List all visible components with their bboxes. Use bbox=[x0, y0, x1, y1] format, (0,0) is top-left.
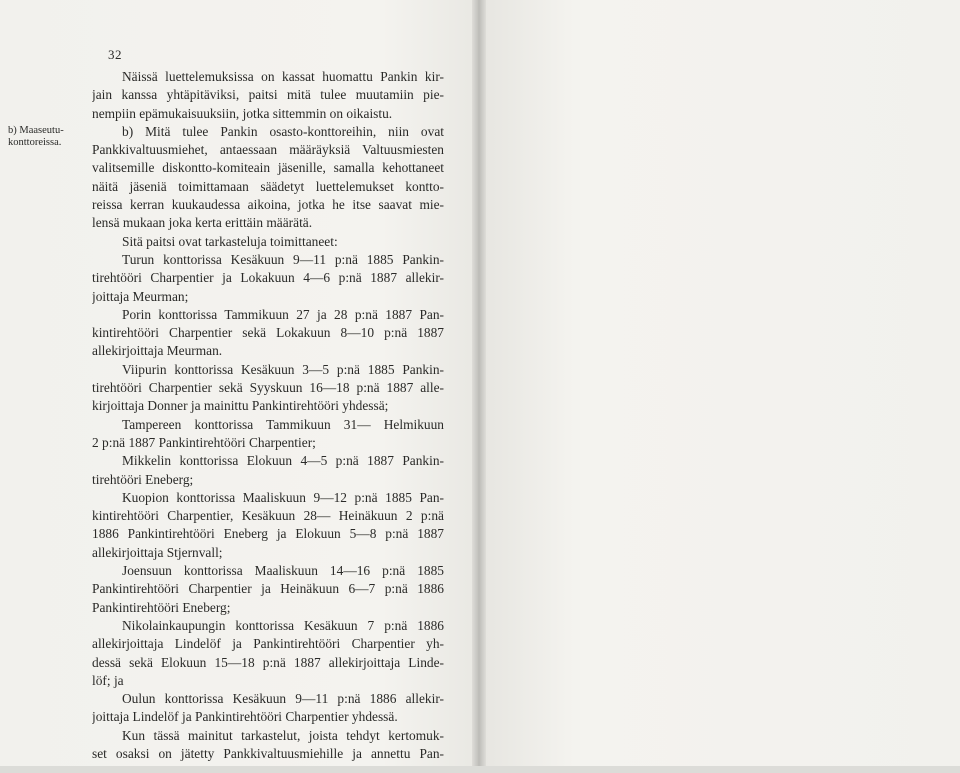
text-line: tirehtööri Eneberg; bbox=[92, 471, 194, 487]
text-line: kintirehtööri Charpentier, Kesäkuun 28— Heinäkuun 2 p:nä bbox=[92, 508, 444, 524]
page-number: 32 bbox=[108, 47, 122, 62]
margin-note-line: b) Maaseutu- bbox=[8, 125, 64, 136]
text-line: Oulun konttorissa Kesäkuun 9—11 p:nä 1886 allekir- bbox=[122, 691, 444, 707]
book-gutter bbox=[472, 0, 486, 766]
text-line: 1886 Pankintirehtööri Eneberg ja Elokuun 5—8 p:nä 1887 bbox=[92, 526, 444, 542]
text-line: Pankintirehtööri Charpentier ja Heinäkuun 6—7 p:nä 1886 bbox=[92, 581, 444, 597]
text-line: kirjoittaja Donner ja mainittu Pankintirehtööri yhdessä; bbox=[92, 398, 389, 414]
margin-note bbox=[8, 125, 92, 149]
text-line: Kun tässä mainitut tarkastelut, joista tehdyt kertomuk- bbox=[122, 727, 444, 743]
text-line: lensä mukaan joka kerta erittäin määrätä. bbox=[92, 215, 313, 231]
text-line: Tampereen konttorissa Tammikuun 31— Helmikuun bbox=[122, 416, 444, 432]
text-line: b) Mitä tulee Pankin osasto-konttoreihin, niin ovat bbox=[122, 123, 444, 139]
text-line: tirehtööri Charpentier sekä Syyskuun 16—18 p:nä 1887 alle- bbox=[92, 380, 444, 396]
text-line: näitä jäseniä toimittamaan säädetyt luettelemukset kontto- bbox=[92, 178, 444, 194]
text-line: Viipurin konttorissa Kesäkuun 3—5 p:nä 1885 Pankin- bbox=[122, 361, 444, 377]
text-line: Näissä luettelemuksissa on kassat huomattu Pankin kir- bbox=[122, 69, 444, 84]
text-line: tirehtööri Charpentier ja Lokakuun 4—6 p:nä 1887 allekir- bbox=[92, 270, 444, 286]
text-line: Pankkivaltuusmiehet, antaessaan määräyksiä Valtuusmiesten bbox=[92, 142, 444, 158]
text-line: Joensuun konttorissa Maaliskuun 14—16 p:nä 1885 bbox=[122, 563, 444, 579]
text-line: nempiin epämukaisuuksiin, jotka sittemmin on oikaistu. bbox=[92, 105, 393, 121]
text-line: Turun konttorissa Kesäkuun 9—11 p:nä 1885 Pankin- bbox=[122, 251, 444, 267]
right-page bbox=[478, 0, 960, 766]
text-line: kintirehtööri Charpentier sekä Lokakuun 8—10 p:nä 1887 bbox=[92, 325, 444, 341]
text-line: löf; ja bbox=[92, 672, 124, 688]
text-line: Nikolainkaupungin konttorissa Kesäkuun 7 p:nä 1886 bbox=[122, 617, 444, 633]
text-line: allekirjoittaja Stjernvall; bbox=[92, 544, 223, 560]
text-line: Sitä paitsi ovat tarkasteluja toimittaneet: bbox=[122, 233, 338, 249]
left-page-text bbox=[92, 68, 444, 763]
text-line: joittaja Meurman; bbox=[92, 288, 189, 304]
text-line: set osaksi on jätetty Pankkivaltuusmiehille ja annettu Pan- bbox=[92, 745, 444, 761]
margin-note-line: konttoreissa. bbox=[8, 137, 62, 148]
left-page bbox=[0, 0, 478, 766]
text-line: jain kanssa yhtäpitäviksi, paitsi mitä tulee muutamiin pie- bbox=[92, 87, 444, 103]
text-line: valitsemille diskontto-komiteain jäsenille, samalla kehottaneet bbox=[92, 160, 444, 176]
text-line: allekirjoittaja Meurman. bbox=[92, 343, 223, 359]
text-line: Pankintirehtööri Eneberg; bbox=[92, 599, 231, 615]
text-line: dessä sekä Elokuun 15—18 p:nä 1887 allekirjoittaja Linde- bbox=[92, 654, 444, 670]
text-line: joittaja Lindelöf ja Pankintirehtööri Charpentier yhdessä. bbox=[92, 709, 398, 725]
text-line: Mikkelin konttorissa Elokuun 4—5 p:nä 1887 Pankin- bbox=[122, 453, 444, 469]
text-line: reissa kerran kuukaudessa aikoina, jotka he itse saavat mie- bbox=[92, 197, 444, 213]
text-line: Porin konttorissa Tammikuun 27 ja 28 p:nä 1887 Pan- bbox=[122, 306, 444, 322]
text-line: Kuopion konttorissa Maaliskuun 9—12 p:nä 1885 Pan- bbox=[122, 489, 444, 505]
text-line: allekirjoittaja Lindelöf ja Pankintirehtööri Charpentier yh- bbox=[92, 636, 444, 652]
text-line: 2 p:nä 1887 Pankintirehtööri Charpentier; bbox=[92, 434, 316, 450]
